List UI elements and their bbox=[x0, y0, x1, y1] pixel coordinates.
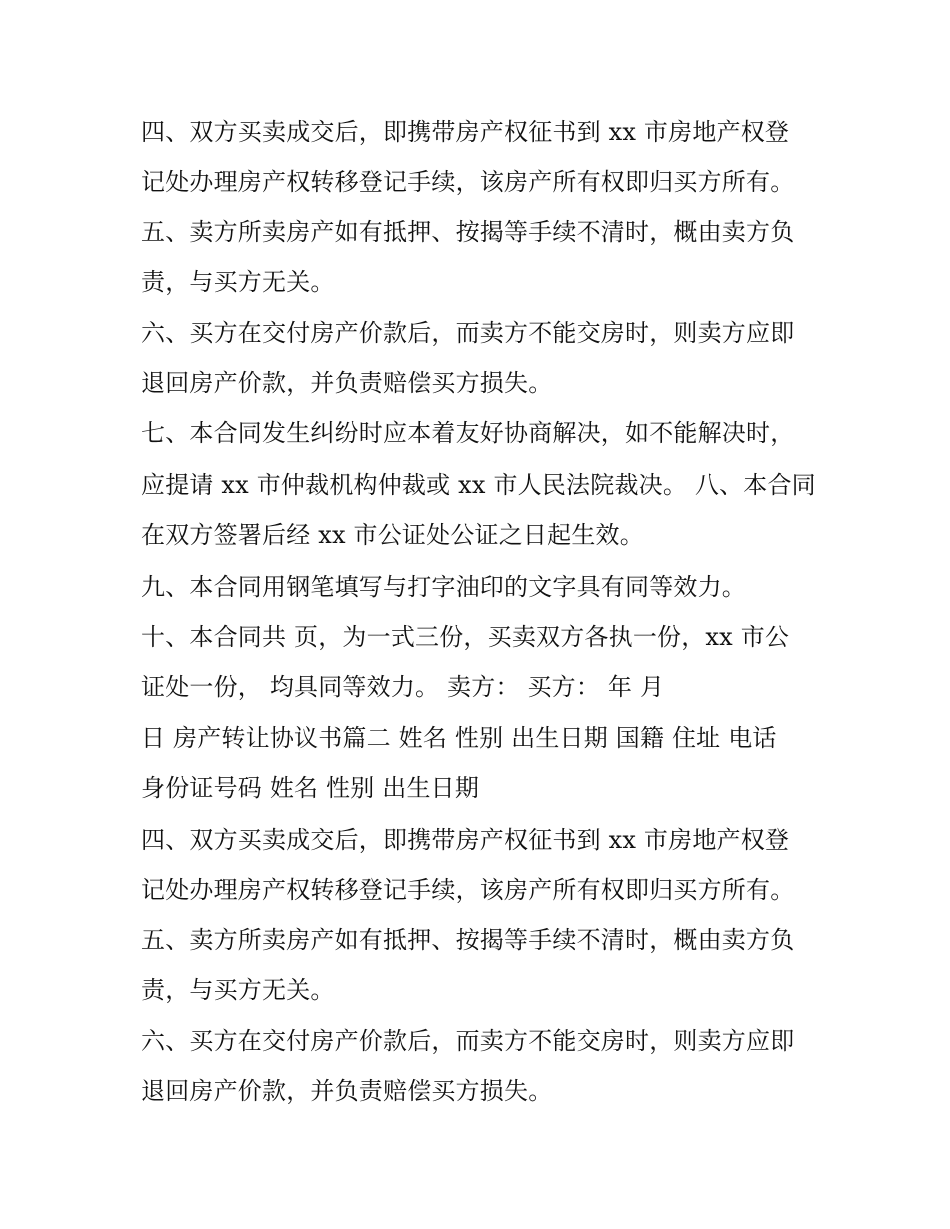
text-line: 六、买方在交付房产价款后，而卖方不能交房时，则卖方应即 bbox=[141, 319, 795, 347]
text-line: 六、买方在交付房产价款后，而卖方不能交房时，则卖方应即 bbox=[141, 1027, 795, 1055]
text-line: 七、本合同发生纠纷时应本着友好协商解决，如不能解决时， bbox=[141, 419, 795, 447]
text-line: 责，与买方无关。 bbox=[141, 268, 335, 296]
text-line: 证处一份， 均具同等效力。 卖方： 买方： 年 月 bbox=[141, 673, 665, 701]
text-line: 在双方签署后经 xx 市公证处公证之日起生效。 bbox=[141, 521, 644, 549]
text-line: 九、本合同用钢笔填写与打字油印的文字具有同等效力。 bbox=[141, 573, 746, 601]
text-line: 退回房产价款，并负责赔偿买方损失。 bbox=[141, 1077, 553, 1105]
text-line: 记处办理房产权转移登记手续，该房产所有权即归买方所有。 bbox=[141, 168, 795, 196]
text-line: 责，与买方无关。 bbox=[141, 976, 335, 1004]
text-line: 日 房产转让协议书篇二 姓名 性别 出生日期 国籍 住址 电话 bbox=[141, 724, 777, 752]
text-line: 四、双方买卖成交后，即携带房产权征书到 xx 市房地产权登 bbox=[141, 826, 790, 854]
text-line: 身份证号码 姓名 性别 出生日期 bbox=[141, 774, 480, 802]
text-line: 五、卖方所卖房产如有抵押、按揭等手续不清时，概由卖方负 bbox=[141, 218, 795, 246]
text-line: 记处办理房产权转移登记手续，该房产所有权即归买方所有。 bbox=[141, 876, 795, 904]
text-line: 退回房产价款，并负责赔偿买方损失。 bbox=[141, 369, 553, 397]
text-line: 应提请 xx 市仲裁机构仲裁或 xx 市人民法院裁决。 八、本合同 bbox=[141, 471, 816, 499]
text-line: 四、双方买卖成交后，即携带房产权征书到 xx 市房地产权登 bbox=[141, 118, 790, 146]
text-line: 十、本合同共 页，为一式三份，买卖双方各执一份，xx 市公 bbox=[141, 623, 790, 651]
text-line: 五、卖方所卖房产如有抵押、按揭等手续不清时，概由卖方负 bbox=[141, 926, 795, 954]
